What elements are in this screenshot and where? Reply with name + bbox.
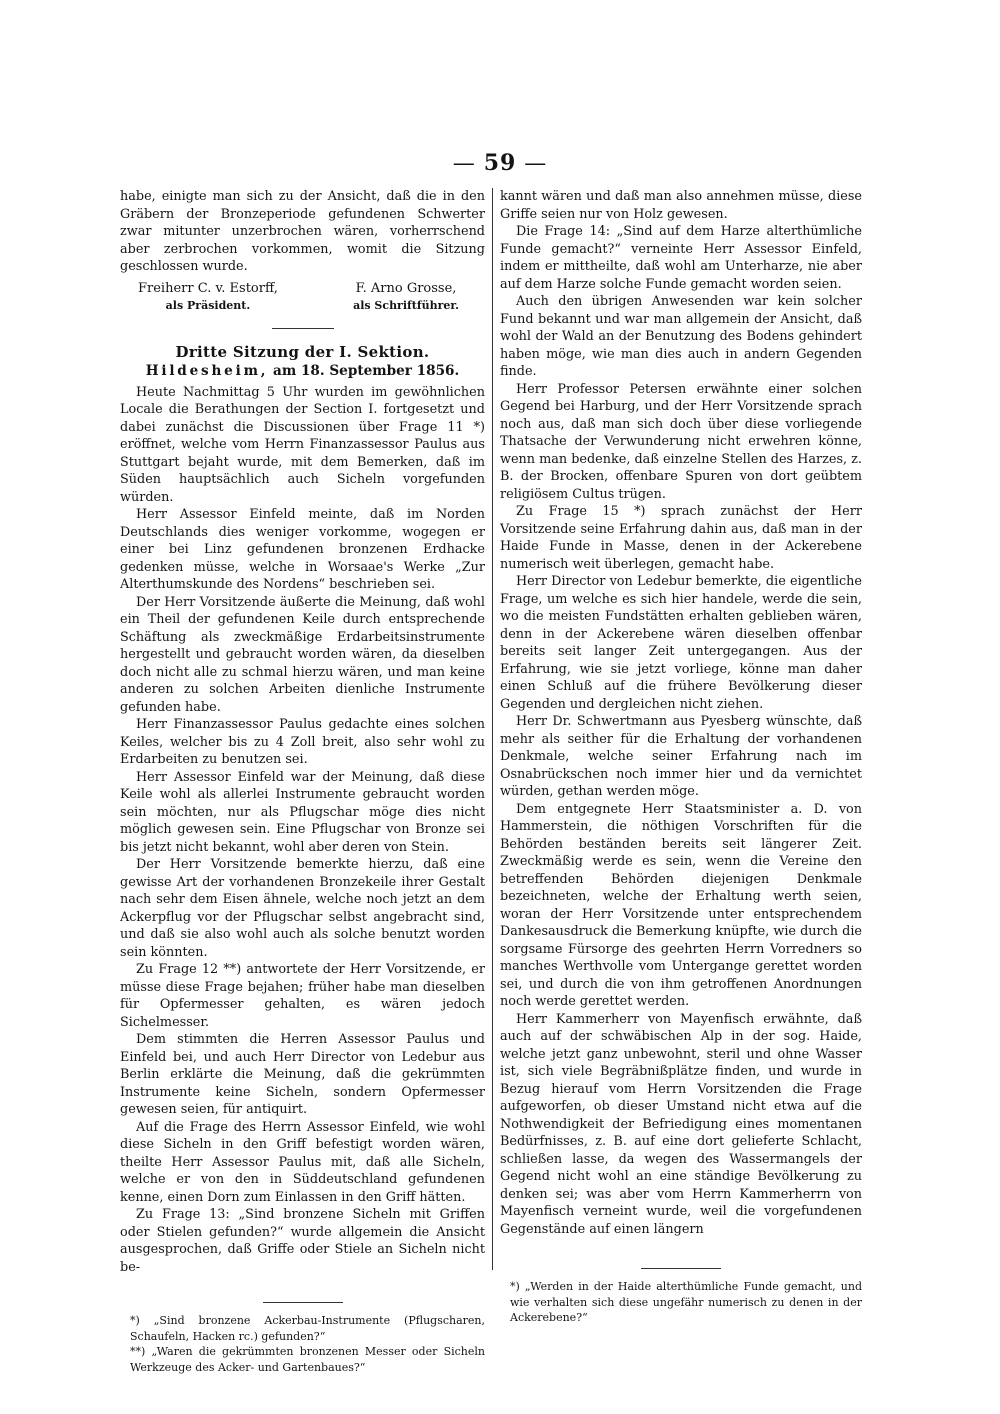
- page-number-value: 59: [483, 150, 517, 176]
- signature-president: [138, 280, 278, 315]
- page-number-dash-left: —: [452, 151, 484, 176]
- paragraph: Herr Director von Ledebur bemerkte, die eigentliche Frage, um welche es sich hier handele, werde die sein, wo die meisten Fundstätten erhalten geblieben wären, denn in der Ackerebene wären dieselben offenbar bereits seit langer Zeit untergegangen. Aus der Erfahrung, wie sie jetzt vorliege, könne man daher einen Schluß auf die frühere Bevölkerung dieser Gegenden und dergleichen nicht ziehen.: [500, 574, 862, 712]
- paragraph: Auch den übrigen Anwesenden war kein solcher Fund bekannt und war man allgemein der Ansicht, daß wohl der Wald an der Benutzung des Bodens gehindert haben möge, wie man dies auch in andern Gegenden finde.: [500, 294, 862, 379]
- secretary-role: als Schriftführer.: [353, 299, 459, 312]
- paragraph: Auf die Frage des Herrn Assessor Einfeld, wie wohl diese Sicheln in den Griff befestigt worden wären, theilte Herr Assessor Paulus mit, daß alle Sicheln, welche er von den in Süddeutschland gefundenen kenne, einen Dorn zum Einlassen in den Griff hätten.: [120, 1119, 485, 1205]
- paragraph: Heute Nachmittag 5 Uhr wurden im gewöhnlichen Locale die Berathungen der Section I. fortgesetzt und dabei zunächst die Discussionen über Frage 11 *) eröffnet, welche vom Herrn Finanzassessor Paulus aus Stuttgart bejaht wurde, mit dem Bemerken, daß im Süden hauptsächlich auch Sicheln vorgefunden würden.: [120, 384, 485, 505]
- paragraph: Zu Frage 12 **) antwortete der Herr Vorsitzende, er müsse diese Frage bejahen; früher habe man dieselben für Opfermesser gehalten, es wären jedoch Sichelmesser.: [120, 962, 485, 1030]
- paragraph: Herr Assessor Einfeld meinte, daß im Norden Deutschlands dies weniger vorkomme, wogegen er einer bei Linz gefundenen bronzenen Erdhacke gedenken müsse, welche in Worsaae's Werke „Zur Alterthumskunde des Nordens“ beschrieben sei.: [120, 507, 485, 592]
- footnote: *) „Werden in der Haide alterthümliche Funde gemacht, und wie verhalten sich diese ungefähr numerisch zu denen in der Ackerebene?“: [510, 1280, 862, 1324]
- section-divider: [272, 328, 334, 329]
- paragraph: Herr Professor Petersen erwähnte einer solchen Gegend bei Harburg, und der Herr Vorsitzende sprach noch aus, daß man sich doch über diese vorliegende Thatsache der Verwunderung nicht erwehren könne, wenn man bedenke, daß einzelne Stellen des Harzes, z. B. der Brocken, offenbare Spuren von dort geübtem religiösem Cultus trügen.: [500, 381, 862, 502]
- paragraph: Dem stimmten die Herren Assessor Paulus und Einfeld bei, und auch Herr Director von Ledebur aus Berlin erklärte die Meinung, daß die gekrümmten Instrumente keine Sicheln, sondern Opfermesser gewesen seien, für antiquirt.: [120, 1032, 485, 1117]
- president-role: als Präsident.: [165, 299, 251, 312]
- paragraph: Herr Kammerherr von Mayenfisch erwähnte, daß auch auf der schwäbischen Alp in der sog. Haide, welche jetzt ganz unbewohnt, steril und ohne Wasser ist, sich viele Begräbnißplätze finden, und wurde in Bezug hierauf vom Herrn Vorsitzenden die Frage aufgeworfen, ob dieser Umstand nicht etwa auf die Nothwendigkeit der Befriedigung eines momentanen Bedürfnisses, z. B. auf eine dort gelieferte Schlacht, schließen lasse, da wegen des Wassermangels der Gegend nicht wohl an eine ständige Bevölkerung zu denken sei; was aber vom Herrn Kammerherrn von Mayenfisch verneint wurde, weil die vorgefundenen Gegenstände auf einen längern: [500, 1011, 862, 1237]
- footnote: *) „Sind bronzene Ackerbau-Instrumente (Pflugscharen, Schaufeln, Hacken rc.) gefunden?“: [130, 1314, 485, 1343]
- left-column: [120, 188, 485, 1375]
- right-column: [500, 188, 862, 1326]
- footnote: **) „Waren die gekrümmten bronzenen Messer oder Sicheln Werkzeuge des Acker- und Gartenbaues?“: [130, 1345, 485, 1374]
- signatures: [120, 280, 485, 315]
- paragraph-continued: habe, einigte man sich zu der Ansicht, daß die in den Gräbern der Bronzeperiode gefundenen Schwerter zwar mitunter unzerbrochen wären, vorherrschend aber zerbrochen vorkommen, womit die Sitzung geschlossen wurde.: [120, 189, 485, 274]
- paragraph: Der Herr Vorsitzende äußerte die Meinung, daß wohl ein Theil der gefundenen Keile durch entsprechende Schäftung als zweckmäßige Erdarbeitsinstrumente hergestellt und gebraucht worden wären, da dieselben doch nicht alle zu schmal hierzu wären, und man keine anderen zu solchen Arbeiten dienliche Instrumente gefunden habe.: [120, 594, 485, 715]
- secretary-name: F. Arno Grosse,: [355, 280, 457, 296]
- subheading-date: am 18. September 1856.: [273, 362, 460, 379]
- section-subheading: [120, 362, 485, 381]
- paragraph: Zu Frage 13: „Sind bronzene Sicheln mit Griffen oder Stielen gefunden?“ wurde allgemein die Ansicht ausgesprochen, daß Griffe oder Stiele an Sicheln nicht be-: [120, 1207, 485, 1275]
- signature-secretary: [353, 280, 459, 315]
- page-number: [0, 150, 1000, 176]
- paragraph: Die Frage 14: „Sind auf dem Harze alterthümliche Funde gemacht?“ verneinte Herr Assessor Einfeld, indem er mittheilte, daß wohl am Unterharze, nie aber auf dem Harze solche Funde gemacht worden seien.: [500, 224, 862, 292]
- column-divider: [492, 188, 493, 1270]
- paragraph: Herr Dr. Schwertmann aus Pyesberg wünschte, daß mehr als seither für die Erhaltung der vorhandenen Denkmale, welche seiner Erfahrung nach im Osnabrückschen noch immer hier und da vernichtet würden, gethan werden möge.: [500, 714, 862, 799]
- paragraph: Dem entgegnete Herr Staatsminister a. D. von Hammerstein, die nöthigen Vorschriften für die Behörden beständen bereits seit längerer Zeit. Zweckmäßig werde es sein, wenn die Vereine den betreffenden Behörden diejenigen Denkmale bezeichneten, welche der Erhaltung werth seien, woran der Herr Vorsitzende unter entsprechendem Dankesausdruck die Bemerkung knüpfte, wie durch die sorgsame Fürsorge des geehrten Herrn Vorredners so manches Werthvolle vom Untergange gerettet worden sei, und durch die von ihm getroffenen Anordnungen noch werde gerettet werden.: [500, 801, 862, 1009]
- president-name: Freiherr C. v. Estorff,: [138, 280, 278, 296]
- section-heading: Dritte Sitzung der I. Sektion.: [175, 342, 430, 361]
- footnote-divider: [641, 1268, 721, 1269]
- paragraph-continued: kannt wären und daß man also annehmen müsse, diese Griffe seien nur von Holz gewesen.: [500, 189, 862, 222]
- paragraph: Herr Assessor Einfeld war der Meinung, daß diese Keile wohl als allerlei Instrumente gebraucht worden sein möchten, nur als Pflugschar möge dies nicht möglich gewesen sein. Eine Pflugschar von Bronze sei bis jetzt nicht bekannt, wohl aber deren von Stein.: [120, 769, 485, 855]
- footnote-divider: [263, 1302, 343, 1303]
- paragraph: Herr Finanzassessor Paulus gedachte eines solchen Keiles, welcher bis zu 4 Zoll breit, also sehr wohl zu Erdarbeiten zu benutzen sei.: [120, 717, 485, 767]
- page-number-dash-right: —: [516, 151, 548, 176]
- paragraph: Der Herr Vorsitzende bemerkte hierzu, daß eine gewisse Art der vorhandenen Bronzekeile ihrer Gestalt nach sehr dem Eisen ähnele, welche noch jetzt an dem Ackerpflug vor der Pflugschar selbst angebracht sind, und daß sie also wohl auch als solche benutzt worden sein könnten.: [120, 857, 485, 960]
- subheading-place: Hildesheim,: [145, 362, 269, 379]
- paragraph: Zu Frage 15 *) sprach zunächst der Herr Vorsitzende seine Erfahrung dahin aus, daß man in der Haide Funde in Masse, denen in der Ackerebene numerisch weit überlegen, gemacht habe.: [500, 504, 862, 572]
